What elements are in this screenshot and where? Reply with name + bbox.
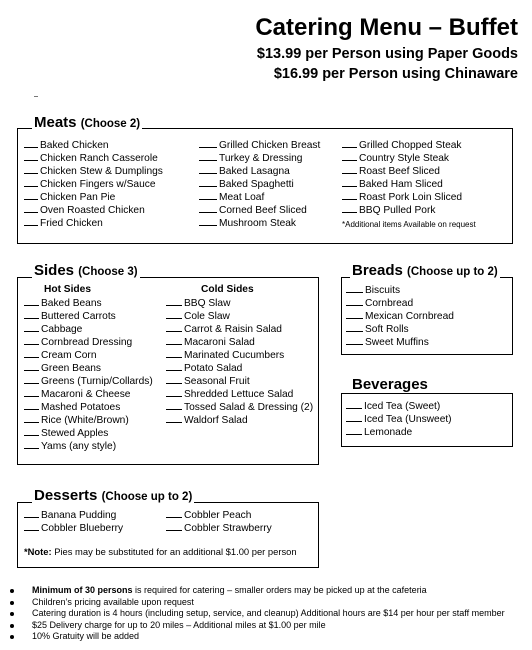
desserts-note [24, 546, 297, 557]
list-item[interactable]: Cabbage [24, 323, 153, 336]
list-item[interactable]: Mushroom Steak [199, 217, 320, 230]
list-item[interactable]: Chicken Ranch Casserole [24, 152, 163, 165]
list-item: Minimum of 30 persons is required for catering – smaller orders may be picked up at the cafeteria [32, 585, 505, 597]
list-item[interactable]: Roast Pork Loin Sliced [342, 191, 476, 204]
price-paper-goods: $13.99 per Person using Paper Goods [256, 46, 518, 62]
desserts-column-2 [166, 509, 272, 535]
list-item[interactable]: Green Beans [24, 362, 153, 375]
desserts-title: Desserts [34, 487, 98, 504]
list-item[interactable]: Baked Chicken [24, 139, 163, 152]
bullet-icon [10, 624, 14, 628]
stray-mark [34, 96, 38, 97]
list-item[interactable]: Carrot & Raisin Salad [166, 323, 313, 336]
list-item[interactable]: Chicken Fingers w/Sauce [24, 178, 163, 191]
list-item[interactable]: Meat Loaf [199, 191, 320, 204]
list-item[interactable]: Iced Tea (Unsweet) [346, 413, 452, 426]
list-item[interactable]: Stewed Apples [24, 427, 153, 440]
list-item[interactable]: Seasonal Fruit [166, 375, 313, 388]
desserts-note-text: Pies may be substituted for an additional $1.00 per person [54, 546, 297, 557]
meats-heading [32, 114, 142, 131]
list-item[interactable]: Lemonade [346, 426, 452, 439]
list-item: Catering duration is 4 hours (including setup, service, and cleanup) Additional hours are $14 per hour per staff member [32, 608, 505, 620]
list-item[interactable]: Cobbler Peach [166, 509, 272, 522]
list-item[interactable]: Macaroni Salad [166, 336, 313, 349]
hot-sides-list [24, 297, 153, 453]
list-item[interactable]: Cornbread Dressing [24, 336, 153, 349]
list-item: Children’s pricing available upon request [32, 597, 505, 609]
bullet-icon [10, 612, 14, 616]
list-item[interactable]: Tossed Salad & Dressing (2) [166, 401, 313, 414]
bullet-icon [10, 601, 14, 605]
list-item[interactable]: Macaroni & Cheese [24, 388, 153, 401]
list-item[interactable]: Soft Rolls [346, 323, 454, 336]
cold-sides-header: Cold Sides [201, 284, 254, 295]
list-item[interactable]: Marinated Cucumbers [166, 349, 313, 362]
bullet-icon [10, 589, 14, 593]
list-item: 10% Gratuity will be added [32, 631, 505, 643]
list-item[interactable]: Waldorf Salad [166, 414, 313, 427]
list-item[interactable]: Baked Lasagna [199, 165, 320, 178]
list-item[interactable]: BBQ Slaw [166, 297, 313, 310]
list-item[interactable]: Fried Chicken [24, 217, 163, 230]
list-item[interactable]: Yams (any style) [24, 440, 153, 453]
list-item[interactable]: Cobbler Strawberry [166, 522, 272, 535]
meats-column-2 [199, 139, 320, 230]
beverages-heading: Beverages [352, 376, 428, 393]
list-item[interactable]: Sweet Muffins [346, 336, 454, 349]
footer-notes [32, 585, 505, 643]
sides-subtitle: (Choose 3) [78, 266, 138, 278]
breads-heading [350, 262, 500, 279]
list-item[interactable]: Iced Tea (Sweet) [346, 400, 452, 413]
list-item[interactable]: Biscuits [346, 284, 454, 297]
bullet-icon [10, 635, 14, 639]
desserts-column-1 [24, 509, 123, 535]
breads-subtitle: (Choose up to 2) [407, 266, 498, 278]
list-item[interactable]: Rice (White/Brown) [24, 414, 153, 427]
beverages-list [346, 400, 452, 439]
meats-title: Meats [34, 114, 77, 131]
meats-column-1 [24, 139, 163, 230]
list-item[interactable]: Baked Ham Sliced [342, 178, 476, 191]
list-item[interactable]: Chicken Pan Pie [24, 191, 163, 204]
list-item[interactable]: Banana Pudding [24, 509, 123, 522]
list-item[interactable]: Potato Salad [166, 362, 313, 375]
price-chinaware: $16.99 per Person using Chinaware [273, 66, 518, 82]
list-item[interactable]: Grilled Chicken Breast [199, 139, 320, 152]
desserts-heading [32, 487, 194, 504]
sides-title: Sides [34, 262, 75, 279]
list-item[interactable]: Cornbread [346, 297, 454, 310]
breads-title: Breads [352, 262, 403, 279]
menu-title: Catering Menu – Buffet [255, 14, 518, 41]
list-item[interactable]: BBQ Pulled Pork [342, 204, 476, 217]
list-item[interactable]: Cobbler Blueberry [24, 522, 123, 535]
desserts-subtitle: (Choose up to 2) [101, 491, 193, 503]
sides-heading [32, 262, 140, 279]
list-item[interactable]: Mexican Cornbread [346, 310, 454, 323]
list-item[interactable]: Greens (Turnip/Collards) [24, 375, 153, 388]
list-item: $25 Delivery charge for up to 20 miles – Additional miles at $1.00 per mile [32, 620, 505, 632]
cold-sides-list [166, 297, 313, 427]
list-item[interactable]: Roast Beef Sliced [342, 165, 476, 178]
list-item[interactable]: Cole Slaw [166, 310, 313, 323]
list-item[interactable]: Cream Corn [24, 349, 153, 362]
list-item[interactable]: Baked Spaghetti [199, 178, 320, 191]
list-item[interactable]: Country Style Steak [342, 152, 476, 165]
meats-subtitle: (Choose 2) [80, 118, 141, 130]
list-item[interactable]: Chicken Stew & Dumplings [24, 165, 163, 178]
hot-sides-header: Hot Sides [44, 284, 91, 295]
list-item[interactable]: Oven Roasted Chicken [24, 204, 163, 217]
list-item[interactable]: Buttered Carrots [24, 310, 153, 323]
meats-column-3 [342, 139, 476, 229]
list-item[interactable]: Turkey & Dressing [199, 152, 320, 165]
desserts-note-label: *Note: [24, 546, 52, 557]
list-item[interactable]: Corned Beef Sliced [199, 204, 320, 217]
list-item[interactable]: Shredded Lettuce Salad [166, 388, 313, 401]
list-item[interactable]: Grilled Chopped Steak [342, 139, 476, 152]
list-item[interactable]: Mashed Potatoes [24, 401, 153, 414]
list-item[interactable]: Baked Beans [24, 297, 153, 310]
meats-note: *Additional items Available on request [342, 220, 476, 229]
breads-list [346, 284, 454, 349]
